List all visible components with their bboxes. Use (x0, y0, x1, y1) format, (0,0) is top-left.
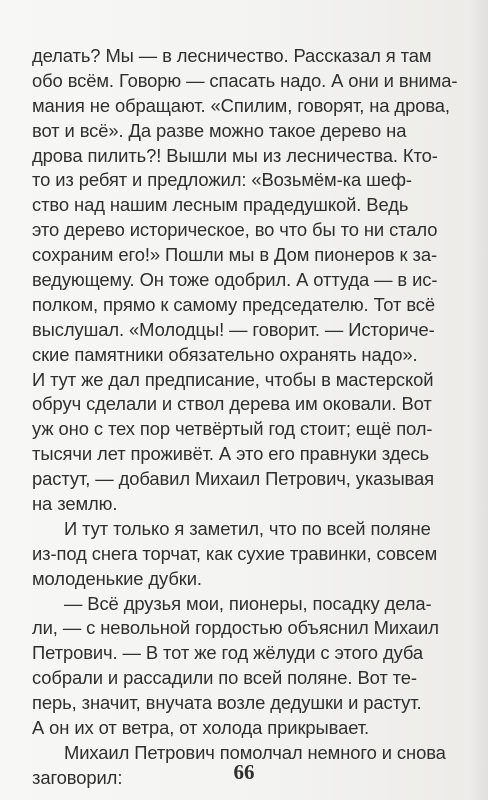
text-line: из-под снега торчат, как сухие травинки, совсем (32, 542, 438, 564)
paragraph-start-line: И тут только я заметил, что по всей поляне (64, 517, 431, 539)
text-line: ство над нашим лесным прадедушкой. Ведь (32, 194, 409, 216)
text-line: сохраним его!» Пошли мы в Дом пионеров к за- (32, 244, 437, 266)
text-line: собрали и рассадили по всей поляне. Вот те- (32, 667, 417, 689)
text-line: дрова пилить?! Вышли мы из лесничества. Кто- (32, 144, 438, 166)
text-line: вот и всё». Да разве можно такое дерево на (32, 119, 407, 141)
text-line: ведующему. Он тоже одобрил. А оттуда — в ис- (32, 269, 438, 291)
text-line: мания не обращают. «Спилим, говорят, на дрова, (32, 94, 450, 116)
text-line: уж оно с тех пор четвёртый год стоит; ещё пол- (32, 418, 433, 440)
text-line: то из ребят и предложил: «Возьмём-ка шеф- (32, 169, 412, 191)
text-line: растут, — добавил Михаил Петрович, указывая (32, 468, 435, 490)
text-line: перь, значит, внучата возле дедушки и растут. (32, 692, 422, 714)
text-line: Петрович. — В тот же год жёлуди с этого дуба (32, 642, 424, 664)
text-line: тысячи лет проживёт. А это его правнуки здесь (32, 443, 430, 465)
paragraph-start-line: — Всё друзья мои, пионеры, посадку дела- (64, 592, 432, 614)
text-line: на землю. (32, 493, 118, 515)
text-line: И тут же дал предписание, чтобы в мастерской (32, 368, 434, 390)
text-line: обо всём. Говорю — спасать надо. А они и внима- (32, 69, 458, 91)
text-line: заговорил: (32, 766, 123, 788)
page-text (32, 44, 468, 791)
text-line: делать? Мы — в лесничество. Рассказал я там (32, 45, 432, 66)
paragraph-start-line: Михаил Петрович помолчал немного и снова (64, 741, 446, 763)
text-line: это дерево историческое, во что бы то ни стало (32, 219, 438, 241)
text-line: выслушал. «Молодцы! — говорит. — Историче- (32, 318, 435, 340)
text-line: молоденькие дубки. (32, 567, 202, 589)
page-edge-shadow (470, 0, 488, 800)
text-line: ли, — с невольной гордостью объяснил Михаил (32, 617, 439, 639)
text-line: ские памятники обязательно охранять надо». (32, 343, 418, 365)
text-line: обруч сделали и ствол дерева им оковали. Вот (32, 393, 432, 415)
page-number: 66 (233, 760, 255, 784)
text-line: А он их от ветра, от холода прикрывает. (32, 717, 370, 739)
text-line: полком, прямо к самому председателю. Тот всё (32, 293, 436, 315)
